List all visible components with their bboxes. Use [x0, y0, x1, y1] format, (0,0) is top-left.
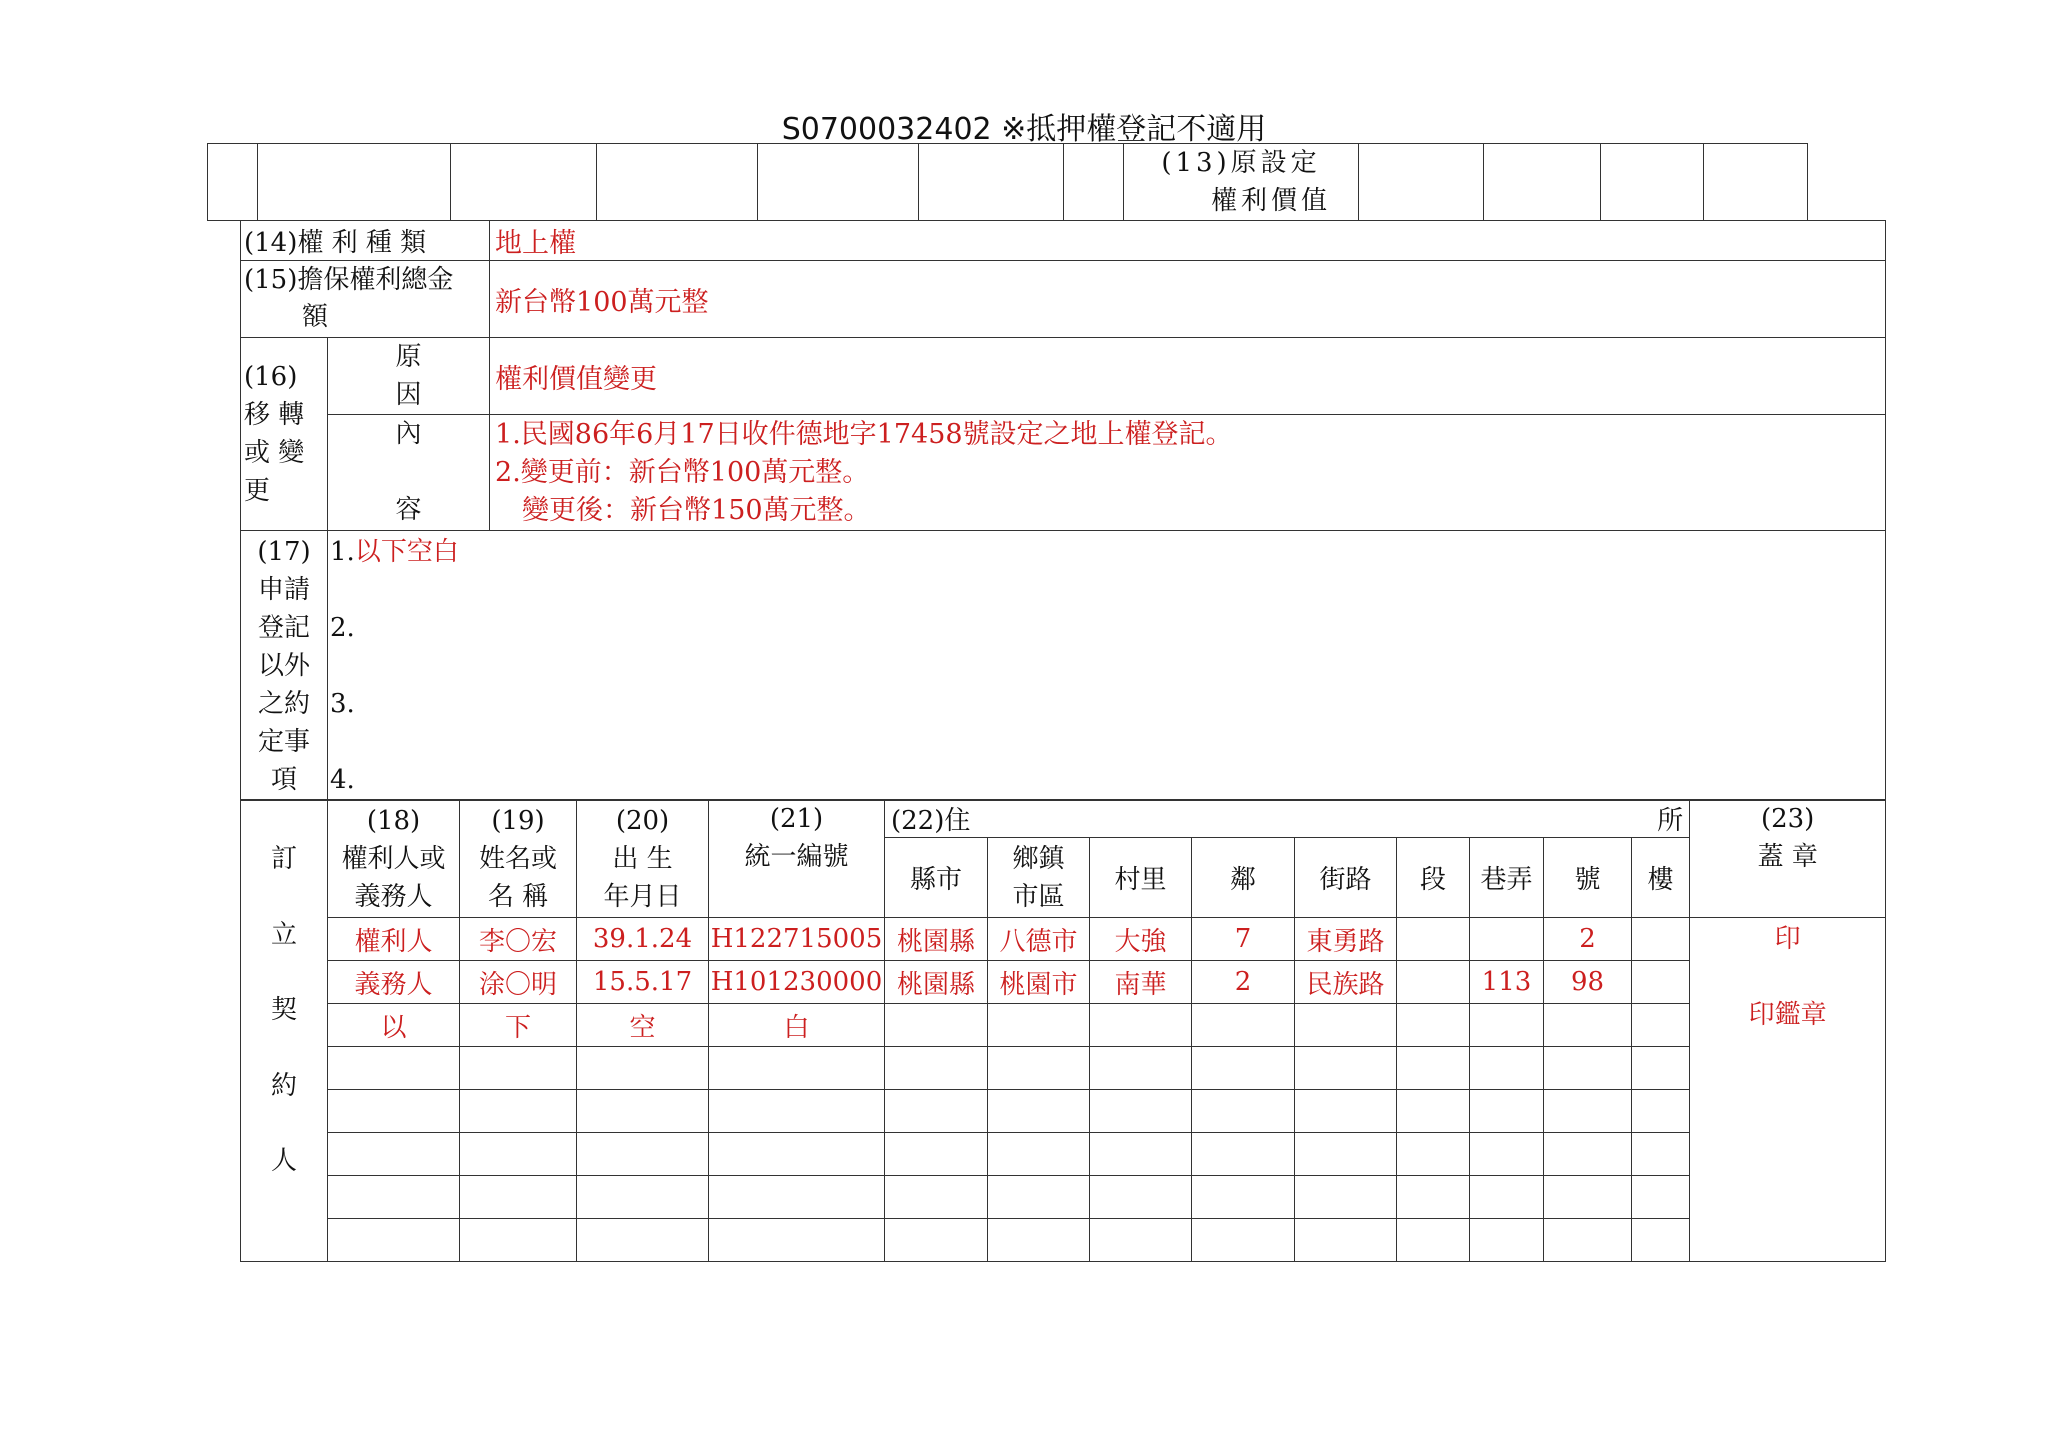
- col-21-header: [709, 800, 885, 918]
- empty-cell: [1295, 1004, 1397, 1047]
- field-16-sub1: 移 轉: [244, 400, 305, 430]
- col-20-header: [577, 800, 709, 918]
- content-line-3: 變更後：新台幣150萬元整。: [495, 495, 871, 526]
- empty-cell: [1090, 1133, 1192, 1176]
- party-row-empty: [241, 1047, 1886, 1090]
- empty-cell: [1397, 1090, 1470, 1133]
- empty-cell: [988, 1133, 1090, 1176]
- field-17-label-line: 以外: [257, 651, 310, 681]
- empty-cell: [1397, 1047, 1470, 1090]
- empty-cell: [988, 1004, 1090, 1047]
- empty-cell: [885, 1004, 988, 1047]
- party-floor: [1632, 918, 1690, 961]
- empty-cell: [885, 1176, 988, 1219]
- col-19-line2: 名 稱: [487, 881, 549, 912]
- top-cell: [919, 144, 1064, 221]
- addr-col-county: 縣市: [885, 838, 988, 918]
- empty-cell: [1090, 1090, 1192, 1133]
- party-village: 大強: [1090, 918, 1192, 961]
- empty-cell: [1470, 1004, 1544, 1047]
- party-id: H101230000: [709, 961, 885, 1004]
- party-lane: [1470, 918, 1544, 961]
- top-cell: [1601, 144, 1704, 221]
- col-20-line2: 年月日: [603, 881, 682, 912]
- top-cell: [208, 144, 258, 221]
- empty-cell: [1632, 1219, 1690, 1262]
- seal-2: 印鑑章: [1748, 1000, 1827, 1030]
- party-number: 98: [1544, 961, 1632, 1004]
- side-char: 立: [270, 919, 297, 950]
- col-20-line1: 出 生: [612, 843, 673, 874]
- empty-cell: [1090, 1219, 1192, 1262]
- party-row-3: [241, 1004, 1886, 1047]
- col-18-header: [328, 800, 460, 918]
- empty-cell: [460, 1047, 577, 1090]
- empty-cell: [328, 1090, 460, 1133]
- empty-cell: [1544, 1004, 1632, 1047]
- empty-cell: [577, 1090, 709, 1133]
- party-birth: 15.5.17: [577, 961, 709, 1004]
- empty-cell: [1470, 1219, 1544, 1262]
- addr-col-street: 街路: [1295, 838, 1397, 918]
- col-18-number: (18): [366, 805, 421, 836]
- form-title: S0700032402 ※抵押權登記不適用: [781, 112, 1267, 147]
- col-19-number: (19): [491, 805, 545, 836]
- party-row-empty: [241, 1090, 1886, 1133]
- empty-cell: [988, 1176, 1090, 1219]
- col-22-label: (22)住: [891, 806, 971, 836]
- item-number: 1.: [330, 537, 355, 567]
- party-role: 權利人: [328, 918, 460, 961]
- field-17-item-3: 3.: [330, 689, 355, 719]
- empty-cell: [1470, 1047, 1544, 1090]
- field-13-label: [1124, 144, 1359, 221]
- empty-cell: [577, 1047, 709, 1090]
- col-18-line2: 義務人: [354, 881, 433, 912]
- field-17-item-1-value: 以下空白: [354, 537, 459, 567]
- top-cell: [451, 144, 597, 221]
- empty-cell: [1192, 1090, 1295, 1133]
- seal-1: 印: [1774, 924, 1801, 954]
- top-table: [207, 143, 1808, 221]
- col-18-line1: 權利人或: [341, 843, 446, 874]
- field-15-label-line2: 額: [302, 302, 329, 332]
- party-town: 桃園市: [988, 961, 1090, 1004]
- empty-cell: [1544, 1047, 1632, 1090]
- empty-cell: [1544, 1176, 1632, 1219]
- field-15-label: [241, 261, 490, 338]
- party-lane: 113: [1470, 961, 1544, 1004]
- party-street: 民族路: [1295, 961, 1397, 1004]
- field-17-label: [241, 531, 328, 801]
- empty-cell: [988, 1090, 1090, 1133]
- empty-cell: [1397, 1133, 1470, 1176]
- empty-cell: [1090, 1004, 1192, 1047]
- addr-col-section: 段: [1397, 838, 1470, 918]
- field-14-value: 地上權: [490, 221, 1886, 261]
- field-16-reason-label: [328, 338, 490, 415]
- content-line-1: 1.民國86年6月17日收件德地字17458號設定之地上權登記。: [495, 419, 1233, 450]
- empty-cell: [577, 1133, 709, 1176]
- side-char: 人: [270, 1146, 297, 1176]
- empty-cell: [1397, 1219, 1470, 1262]
- empty-cell: [709, 1219, 885, 1262]
- main-fields-table: [240, 220, 1886, 801]
- seal-column: [1690, 918, 1886, 1262]
- col-21-line1: 統一編號: [744, 842, 849, 872]
- empty-cell: [328, 1047, 460, 1090]
- empty-cell: [709, 1176, 885, 1219]
- empty-cell: [1090, 1047, 1192, 1090]
- field-17-label-line: 項: [270, 765, 297, 795]
- party-id: H122715005: [709, 918, 885, 961]
- col-23-line1: 蓋 章: [1757, 842, 1818, 872]
- party-section: [1397, 961, 1470, 1004]
- addr-col-floor: 樓: [1632, 838, 1690, 918]
- field-15-value: 新台幣100萬元整: [490, 261, 1886, 338]
- field-16-content-label: [328, 415, 490, 531]
- empty-cell: [1470, 1176, 1544, 1219]
- top-cell: [1064, 144, 1124, 221]
- party-name: 李〇宏: [460, 918, 577, 961]
- empty-cell: [1544, 1219, 1632, 1262]
- blank-marker: 以: [328, 1004, 460, 1047]
- party-row-empty: [241, 1219, 1886, 1262]
- field-14-label: (14)權 利 種 類: [241, 221, 490, 261]
- empty-cell: [1295, 1133, 1397, 1176]
- party-county: 桃園縣: [885, 918, 988, 961]
- col-22-header: [885, 800, 1690, 838]
- top-cell: [758, 144, 919, 221]
- party-town: 八德市: [988, 918, 1090, 961]
- party-row-empty: [241, 1133, 1886, 1176]
- addr-col-village: 村里: [1090, 838, 1192, 918]
- field-16-content-value: [490, 415, 1886, 531]
- empty-cell: [577, 1219, 709, 1262]
- addr-col-neighborhood: 鄰: [1192, 838, 1295, 918]
- empty-cell: [1295, 1090, 1397, 1133]
- reason-label-char: 原: [395, 342, 422, 372]
- addr-col-number: 號: [1544, 838, 1632, 918]
- field-17-label-line: (17): [257, 537, 311, 567]
- side-char: 約: [270, 1070, 297, 1101]
- blank-marker: 空: [577, 1004, 709, 1047]
- party-birth: 39.1.24: [577, 918, 709, 961]
- content-label-char: 內: [395, 419, 422, 449]
- addr-col-lane: 巷弄: [1470, 838, 1544, 918]
- empty-cell: [988, 1219, 1090, 1262]
- top-cell: [1484, 144, 1601, 221]
- field-17-item-4: 4.: [330, 765, 355, 795]
- parties-table: [240, 799, 1886, 1262]
- party-floor: [1632, 961, 1690, 1004]
- empty-cell: [1632, 1176, 1690, 1219]
- side-char: 訂: [270, 844, 297, 874]
- empty-cell: [1295, 1219, 1397, 1262]
- empty-cell: [885, 1090, 988, 1133]
- top-cell: [597, 144, 758, 221]
- empty-cell: [1544, 1133, 1632, 1176]
- col-23-header: [1690, 800, 1886, 918]
- empty-cell: [1397, 1004, 1470, 1047]
- field-16-label: [241, 338, 328, 531]
- field-13-label-line2: 權利價值: [1210, 186, 1331, 216]
- empty-cell: [988, 1047, 1090, 1090]
- field-16-sub2: 或 變: [244, 438, 305, 468]
- blank-marker: 下: [460, 1004, 577, 1047]
- empty-cell: [1192, 1219, 1295, 1262]
- content-label-char: 容: [395, 495, 422, 525]
- empty-cell: [1632, 1133, 1690, 1176]
- party-role: 義務人: [328, 961, 460, 1004]
- empty-cell: [460, 1176, 577, 1219]
- empty-cell: [577, 1176, 709, 1219]
- empty-cell: [709, 1047, 885, 1090]
- empty-cell: [1470, 1090, 1544, 1133]
- content-line-2: 2.變更前：新台幣100萬元整。: [495, 457, 870, 488]
- field-17-item-1: [330, 533, 459, 571]
- empty-cell: [709, 1090, 885, 1133]
- party-number: 2: [1544, 918, 1632, 961]
- empty-cell: [1397, 1176, 1470, 1219]
- empty-cell: [1544, 1090, 1632, 1133]
- empty-cell: [1192, 1047, 1295, 1090]
- field-17-items: [328, 531, 1886, 801]
- party-village: 南華: [1090, 961, 1192, 1004]
- empty-cell: [1192, 1176, 1295, 1219]
- field-16-sub3: 更: [244, 476, 271, 506]
- empty-cell: [1470, 1133, 1544, 1176]
- field-15-label-line1: (15)擔保權利總金: [244, 265, 454, 295]
- col-19-header: [460, 800, 577, 918]
- parties-side-label: [241, 800, 328, 1262]
- empty-cell: [1090, 1176, 1192, 1219]
- addr-col-town-label: 鄉鎮市區: [1012, 843, 1065, 912]
- field-17-item-2: 2.: [330, 613, 355, 643]
- top-cell: [258, 144, 451, 221]
- col-22-label-end: 所: [1657, 806, 1684, 836]
- party-row-1: [241, 918, 1886, 961]
- empty-cell: [328, 1176, 460, 1219]
- field-17-label-line: 之約: [257, 689, 310, 719]
- col-21-number: (21): [769, 804, 824, 834]
- empty-cell: [460, 1219, 577, 1262]
- party-row-2: [241, 961, 1886, 1004]
- party-street: 東勇路: [1295, 918, 1397, 961]
- col-23-number: (23): [1760, 804, 1815, 834]
- reason-label-char: 因: [395, 380, 422, 410]
- party-neighborhood: 2: [1192, 961, 1295, 1004]
- empty-cell: [885, 1133, 988, 1176]
- empty-cell: [1192, 1004, 1295, 1047]
- empty-cell: [1632, 1047, 1690, 1090]
- field-17-label-line: 申請: [257, 575, 310, 605]
- empty-cell: [709, 1133, 885, 1176]
- empty-cell: [328, 1133, 460, 1176]
- empty-cell: [460, 1090, 577, 1133]
- top-cell: [1359, 144, 1484, 221]
- col-20-number: (20): [615, 805, 670, 836]
- empty-cell: [885, 1219, 988, 1262]
- field-13-label-line1: (13)原設定: [1161, 148, 1321, 178]
- addr-col-town: [988, 838, 1090, 918]
- field-17-label-line: 登記: [257, 613, 310, 643]
- top-cell: [1704, 144, 1808, 221]
- field-16-number: (16): [244, 362, 298, 392]
- party-section: [1397, 918, 1470, 961]
- party-row-empty: [241, 1176, 1886, 1219]
- empty-cell: [885, 1047, 988, 1090]
- empty-cell: [1192, 1133, 1295, 1176]
- empty-cell: [460, 1133, 577, 1176]
- empty-cell: [1295, 1176, 1397, 1219]
- blank-marker: 白: [709, 1004, 885, 1047]
- field-17-label-line: 定事: [257, 727, 310, 757]
- field-16-reason-value: 權利價值變更: [490, 338, 1886, 415]
- side-char: 契: [270, 995, 297, 1025]
- party-county: 桃園縣: [885, 961, 988, 1004]
- col-19-line1: 姓名或: [478, 843, 557, 874]
- empty-cell: [1632, 1090, 1690, 1133]
- empty-cell: [1295, 1047, 1397, 1090]
- empty-cell: [1632, 1004, 1690, 1047]
- empty-cell: [328, 1219, 460, 1262]
- party-neighborhood: 7: [1192, 918, 1295, 961]
- party-name: 涂〇明: [460, 961, 577, 1004]
